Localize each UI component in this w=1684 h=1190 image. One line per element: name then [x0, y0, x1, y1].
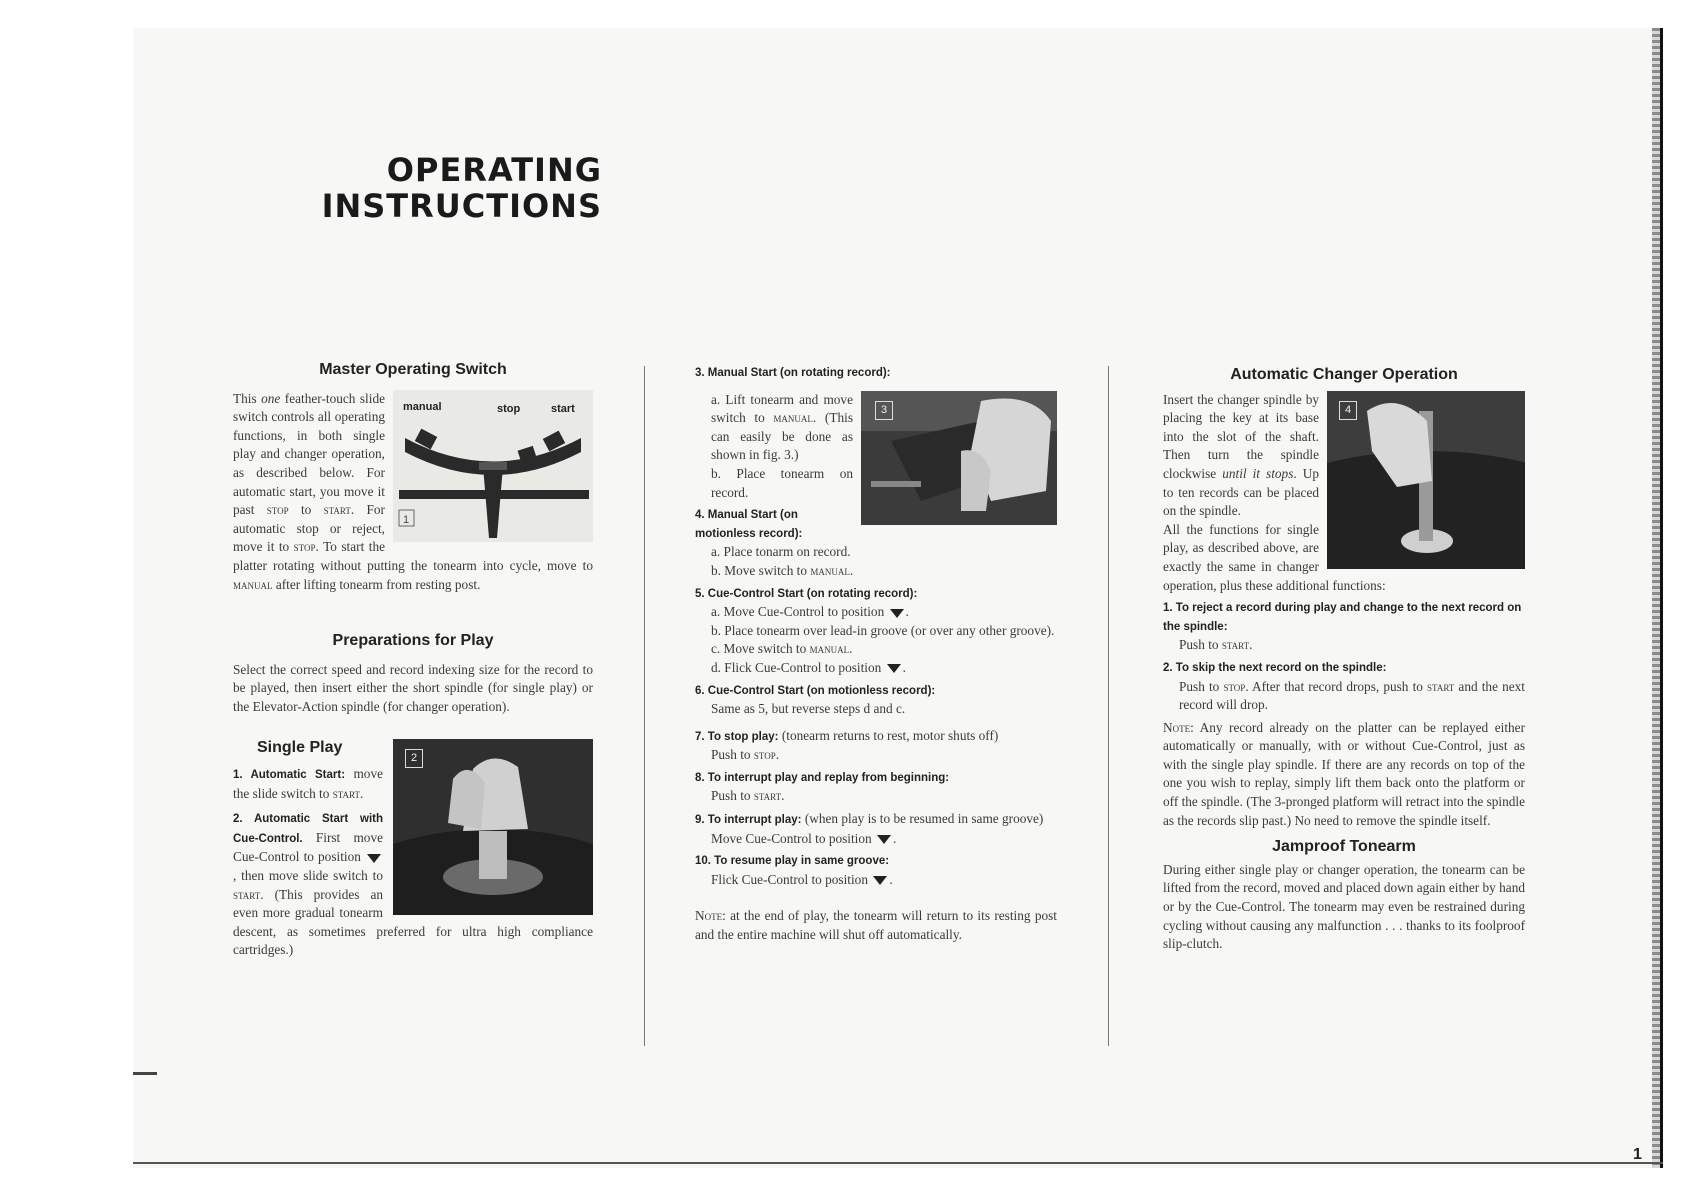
cue-control-rotating-heading: 5. Cue-Control Start (on rotating record):	[695, 587, 918, 600]
figure-2-photo	[393, 739, 593, 915]
term-manual: manual	[233, 576, 273, 592]
step-label: 2. Automatic Start with Cue-Control.	[233, 813, 383, 845]
page-title	[232, 152, 602, 224]
text-run: . After that record drops, push to	[1245, 678, 1428, 694]
step-5a: a. Move Cue-Control to position .	[711, 604, 909, 620]
term-manual: manual	[773, 410, 813, 426]
text-run: after lifting tonearm from resting post.	[272, 576, 481, 592]
text-run: , then move slide switch to	[233, 868, 383, 884]
term-manual: manual	[810, 562, 850, 578]
skip-record-heading: 2. To skip the next record on the spindle:	[1163, 661, 1387, 674]
step-3b: b. Place tonearm on record.	[711, 465, 853, 500]
text-run: .	[849, 641, 853, 657]
figure-4-photo	[1327, 391, 1525, 569]
step-5b: b. Place tonearm over lead-in groove (or over any other groove).	[711, 622, 1055, 638]
text-run: feather-touch slide switch controls all operating functions, in both single play and changer operation, as described below. For automatic start, you move it past	[233, 390, 385, 518]
jamproof-text: During either single play or changer operation, the tonearm can be lifted from the record, moved and placed down again either by hand or by the Cue-Control. The tonearm may even be restrained during cycling without causing any malfunction . . . thanks to its foolproof slip-clutch.	[1163, 861, 1525, 952]
text-run: (tonearm returns to rest, motor shuts off)	[778, 727, 999, 743]
term-start: start	[233, 886, 261, 902]
column-divider-1	[644, 366, 645, 1046]
text-run: move the slide switch to	[233, 766, 384, 801]
term-stop: stop	[293, 539, 316, 555]
bottom-rule	[133, 1162, 1663, 1164]
step-5c	[695, 640, 1057, 659]
text-run: . (This can easily be done as shown in fig. 3.)	[711, 410, 853, 463]
reject-push: Push to start.	[1179, 637, 1253, 653]
text-run: Push to	[1179, 637, 1222, 653]
text-run: . Up to ten records can be placed on the spindle.	[1163, 465, 1319, 519]
figure-1-switch-diagram	[393, 390, 593, 542]
left-column	[233, 361, 593, 960]
jamproof-heading: Jamproof Tonearm	[1272, 838, 1416, 856]
reject-record-heading: 1. To reject a record during play and change to the next record on the spindle:	[1163, 602, 1522, 633]
text-run: First move Cue-Control to position	[233, 829, 383, 865]
text-run: .	[849, 562, 854, 578]
step-8-push: Push to start.	[711, 788, 785, 804]
text-run: b. Move switch to	[711, 562, 811, 578]
term-start: start	[332, 785, 360, 801]
term-manual: manual	[809, 641, 850, 657]
note-label: Note	[695, 908, 723, 924]
term-start: start	[323, 502, 351, 518]
term-start: start	[753, 788, 782, 804]
changer-functions: All the functions for single play, as described above, are exactly the same in changer operation, plus these additional functions:	[1163, 521, 1386, 593]
changer-heading: Automatic Changer Operation	[1230, 366, 1458, 383]
text-run: .	[359, 785, 364, 801]
text-run: to	[288, 502, 324, 518]
binding-edge-line	[1660, 28, 1663, 1168]
label-stop: stop	[497, 402, 521, 415]
text-run: This	[233, 390, 262, 406]
text-run: Flick Cue-Control to position	[711, 871, 872, 887]
single-play-heading: Single Play	[257, 738, 343, 756]
text-run: d. Flick Cue-Control to position	[711, 659, 885, 675]
master-switch-heading: Master Operating Switch	[319, 361, 507, 378]
emphasis-one: one	[261, 390, 281, 406]
emphasis-until-it-stops: until it stops	[1222, 465, 1294, 481]
figure-4-number: 4	[1339, 401, 1357, 420]
text-run: . To start the platter rotating without putting the tonearm into cycle, move to	[233, 539, 593, 573]
cue-position-icon	[367, 854, 381, 863]
middle-column	[695, 364, 1057, 945]
step-10-text: Flick Cue-Control to position .	[711, 871, 893, 887]
term-stop: stop	[266, 502, 289, 518]
step-4b	[695, 562, 1057, 581]
step-5d: d. Flick Cue-Control to position .	[711, 659, 906, 675]
term-start: start	[1427, 678, 1455, 694]
cue-control-motionless-heading: 6. Cue-Control Start (on motionless record):	[695, 684, 936, 697]
preparations-heading: Preparations for Play	[332, 632, 494, 650]
slide-switch-illustration	[393, 390, 593, 542]
text-run: Move Cue-Control to position	[711, 830, 875, 846]
term-stop: stop	[753, 747, 776, 763]
text-run: and the next record will drop.	[1179, 678, 1525, 713]
text-run: : at the end of play, the tonearm will return to its resting post and the entire machine will shut off automatically.	[695, 908, 1057, 943]
page-number: 1	[1633, 1146, 1642, 1163]
title-line-1: OPERATING	[386, 151, 602, 189]
text-run: : Any record already on the platter can be replayed either automatically or manually, with or without Cue-Control, just as with the single play spindle. If there are any records on top of the one you wish to replay, simply lift them back onto the platform or off the spindle. (The 3-pronged platform will retract into the spindle as the records slip past.) No need to remove the spindle itself.	[1163, 719, 1525, 828]
label-manual: manual	[403, 400, 442, 413]
text-run: a. Move Cue-Control to position	[711, 604, 888, 620]
text-run: Push to	[711, 747, 754, 763]
step-6-text: Same as 5, but reverse steps d and c.	[711, 701, 906, 717]
cue-position-icon	[873, 876, 887, 885]
figure-2-number: 2	[405, 749, 423, 768]
step-8-label: 8. To interrupt play and replay from beginning:	[695, 771, 950, 784]
text-run: (when play is to be resumed in same groove)	[801, 811, 1044, 827]
term-stop: stop	[1223, 678, 1246, 694]
cue-position-icon	[890, 609, 904, 618]
text-run: . For automatic stop or reject, move it to	[233, 502, 385, 555]
figure-3-number: 3	[875, 401, 893, 420]
manual-start-rotating-heading: 3. Manual Start (on rotating record):	[695, 367, 891, 379]
column-divider-2	[1108, 366, 1109, 1046]
figure-1-number: 1	[403, 513, 410, 526]
skip-instructions	[1163, 678, 1525, 715]
margin-mark	[133, 1072, 157, 1075]
text-run: a. Lift tonearm and move switch to	[711, 391, 853, 426]
manual-start-motionless-heading: 4. Manual Start (on motionless record):	[695, 509, 803, 540]
step-7-push: Push to stop.	[711, 747, 780, 763]
text-run: . (This provides an even more gradual tonearm descent, as sometimes preferred for ultra high compliance cartridges.)	[233, 886, 593, 958]
text-run: c. Move switch to	[711, 641, 810, 657]
step-7	[695, 727, 1057, 747]
term-start: start	[1221, 637, 1250, 653]
step-4a: a. Place tonarm on record.	[711, 544, 851, 560]
middle-note	[695, 907, 1057, 944]
text-run: Insert the changer spindle by placing the key at its base into the slot of the shaft. Then turn the spindle clockwise	[1163, 391, 1319, 481]
figure-3-photo	[861, 391, 1057, 525]
step-10-label: 10. To resume play in same groove:	[695, 855, 890, 868]
right-column	[1163, 366, 1525, 954]
step-label: 1. Automatic Start:	[233, 769, 346, 782]
title-line-2: INSTRUCTIONS	[321, 187, 602, 225]
step-label: 9. To interrupt play:	[695, 814, 802, 827]
cue-position-icon	[877, 835, 891, 844]
note-label: Note	[1163, 719, 1191, 735]
step-9-move: Move Cue-Control to position .	[711, 830, 897, 846]
changer-note	[1163, 719, 1525, 831]
text-run: Push to	[1179, 678, 1224, 694]
label-start: start	[551, 402, 575, 415]
step-9	[695, 810, 1057, 830]
text-run: Push to	[711, 788, 754, 804]
cue-position-icon	[887, 664, 901, 673]
single-play-photo	[393, 739, 593, 915]
preparations-text: Select the correct speed and record indexing size for the record to be played, then insert either the short spindle (for single play) or the Elevator-Action spindle (for changer operation).	[233, 661, 593, 714]
step-label: 7. To stop play:	[695, 730, 779, 743]
